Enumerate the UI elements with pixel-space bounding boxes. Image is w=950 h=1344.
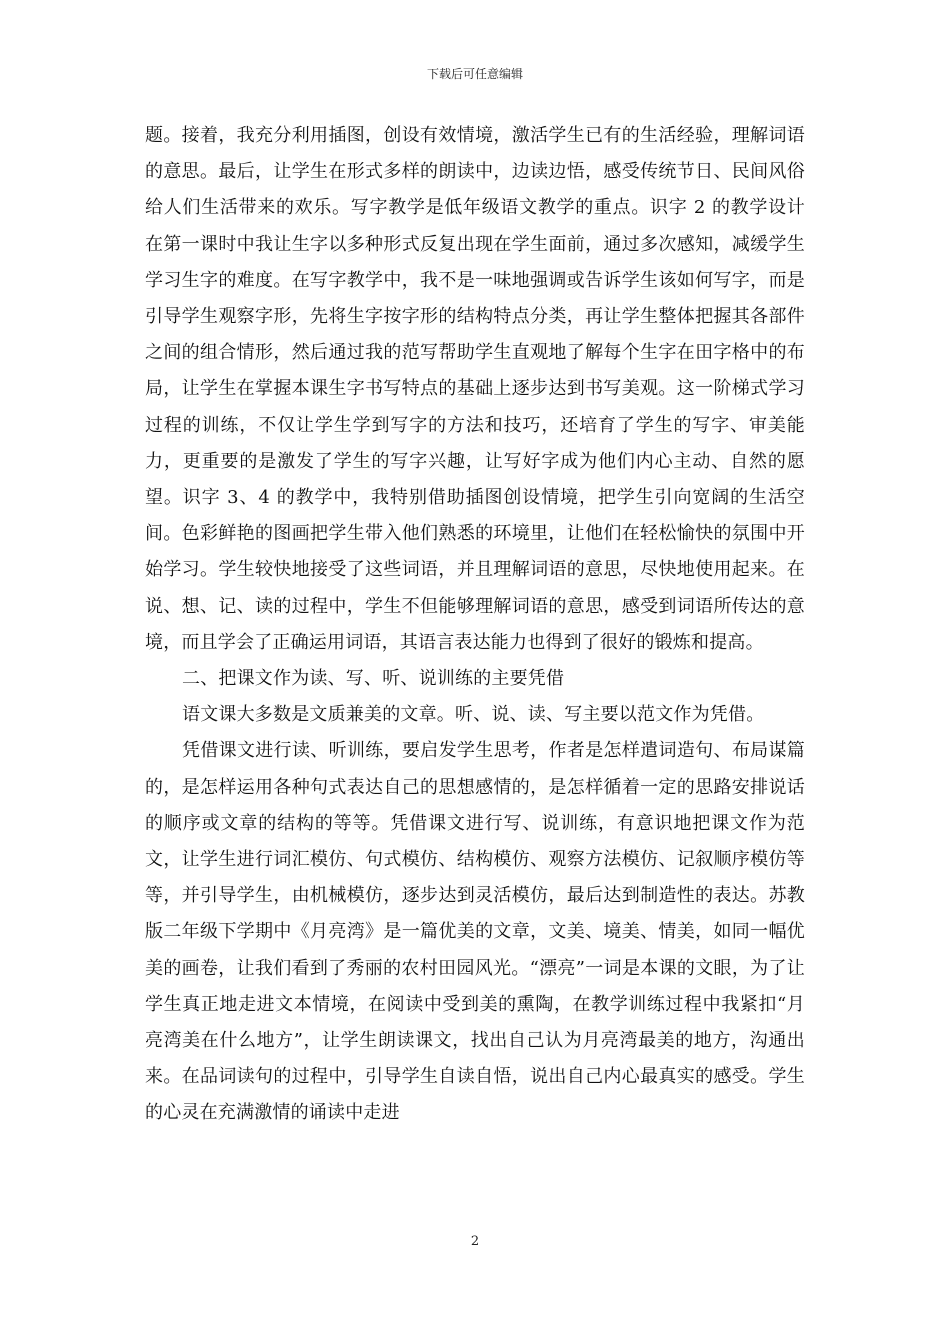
section-heading: 二、把课文作为读、写、听、说训练的主要凭借 <box>182 668 565 690</box>
paragraph: 语文课大多数是文质兼美的文章。听、说、读、写主要以范文作为凭借。 <box>182 704 765 726</box>
paragraph: 凭借课文进行读、听训练，要启发学生思考，作者是怎样遣词造句、布局谋篇的，是怎样运用各种句式表达自己的思想感情的，是怎样循着一定的思路安排说话的顺序或文章的结构的等等。凭借课文进行写、说训练，有意识地把课文作为范文，让学生进行词汇模仿、句式模仿、结构模仿、观察方法模仿、记叙顺序模仿等等，并引导学生，由机械模仿，逐步达到灵活模仿，最后达到制造性的表达。苏教版二年级下学期中《月亮湾》是一篇优美的文章，文美、境美、情美，如同一幅优美的画卷，让我们看到了秀丽的农村田园风光。“漂亮”一词是本课的文眼，为了让学生真正地走进文本情境，在阅读中受到美的熏陶，在教学训练过程中我紧扣“月亮湾美在什么地方”，让学生朗读课文，找出自己认为月亮湾最美的地方，沟通出来。在品词读句的过程中，引导学生自读自悟，说出自己内心最真实的感受。学生的心灵在充满激情的诵读中走进 <box>145 740 805 1124</box>
page-header: 下载后可任意编辑 <box>426 67 523 81</box>
document-body <box>145 118 805 1132</box>
paragraph-continuation: 题。接着，我充分利用插图，创设有效情境，激活学生已有的生活经验，理解词语的意思。最后，让学生在形式多样的朗读中，边读边悟，感受传统节日、民间风俗给人们生活带来的欢乐。写字教学是低年级语文教学的重点。识字 2 的教学设计在第一课时中我让生字以多种形式反复出现在学生面前，通过多次感知，减缓学生学习生字的难度。在写字教学中，我不是一味地强调或告诉学生该如何写字，而是引导学生观察字形，先将生字按字形的结构特点分类，再让学生整体把握其各部件之间的组合情形，然后通过我的范写帮助学生直观地了解每个生字在田字格中的布局，让学生在掌握本课生字书写特点的基础上逐步达到书写美观。这一阶梯式学习过程的训练，不仅让学生学到写字的方法和技巧，还培育了学生的写字、审美能力，更重要的是激发了学生的写字兴趣，让写好字成为他们内心主动、自然的愿望。识字 3、4 的教学中，我特别借助插图创设情境，把学生引向宽阔的生活空间。色彩鲜艳的图画把学生带入他们熟悉的环境里，让他们在轻松愉快的氛围中开始学习。学生较快地接受了这些词语，并且理解词语的意思，尽快地使用起来。在说、想、记、读的过程中，学生不但能够理解词语的意思，感受到词语所传达的意境，而且学会了正确运用词语，其语言表达能力也得到了很好的锻炼和提高。 <box>145 125 805 653</box>
page-number: 2 <box>470 1234 480 1249</box>
